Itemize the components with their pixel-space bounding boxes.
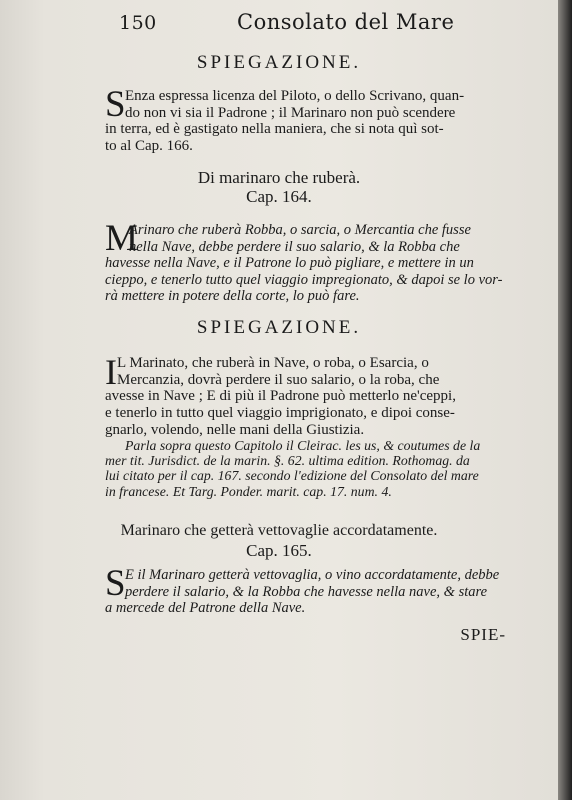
text-line: cieppo, e tenerlo tutto quel viaggio impregionato, & dapoi se lo vor- [105,271,503,288]
chapter-text [105,218,525,305]
drop-cap: M [105,218,138,259]
chapter-number: Cap. 164. [246,187,312,206]
text-line: Mercanzia, dovrà perdere il suo salario, o la roba, che [117,371,440,388]
note-line: mer tit. Jurisdict. de la marin. §. 62. ultima edition. Rothomag. da [105,453,470,469]
catchword: SPIE- [460,625,506,644]
chapter-title: Marinaro che getterà vettovaglie accordatamente. [120,522,438,539]
text-line: a mercede del Patrone della Nave. [105,600,306,617]
text-line: e tenerlo in tutto quel viaggio imprigionato, e dipoi conse- [105,405,455,422]
chapter-text [105,563,525,617]
note-line: lui citato per il cap. 167. secondo l'edizione del Consolato del mare [105,468,479,484]
page-header [119,10,518,36]
text-line: L Marinato, che ruberà in Nave, o roba, o Esarcia, o [117,355,429,371]
text-line: to al Cap. 166. [105,138,193,155]
drop-cap: S [105,84,126,125]
text-line: E il Marinaro getterà vettovaglia, o vino accordatamente, debbe [125,567,500,583]
section-heading: SPIEGAZIONE. [196,52,362,73]
chapter-number: Cap. 165. [246,541,312,560]
running-title: Consolato del Mare [237,10,455,34]
text-line: in terra, ed è gastigato nella maniera, che si nota quì sot- [105,121,444,138]
text-line: havesse nella Nave, e il Patrone lo può pigliare, e mettere in un [105,255,474,272]
note-line: Parla sopra questo Capitolo il Cleirac. les us, & coutumes de la [125,438,481,453]
section-heading: SPIEGAZIONE. [196,317,362,338]
explanation-paragraph [105,84,525,155]
chapter-title: Di marinaro che ruberà. [197,168,361,187]
text-line: avesse in Nave ; E di più il Padrone può metterlo ne'ceppi, [105,388,456,405]
note-paragraph [105,438,525,499]
text-line: Arinaro che ruberà Robba, o sarcia, o Mercantia che fusse [129,222,471,238]
explanation-paragraph [105,352,525,439]
page-number: 150 [119,12,157,34]
drop-cap: I [105,352,117,392]
text-line: gnarlo, volendo, nelle mani della Giustizia. [105,421,365,438]
text-line: Enza espressa licenza del Piloto, o dello Scrivano, quan- [125,88,465,104]
note-line: in francese. Et Targ. Ponder. marit. cap. 17. num. 4. [105,483,392,499]
text-line: do non vi sia il Padrone ; il Marinaro non può scendere [125,104,456,121]
drop-cap: S [105,563,126,604]
page-edge-shadow [558,0,572,800]
text-line: nella Nave, debbe perdere il suo salario, & la Robba che [129,238,460,255]
text-line: perdere il salario, & la Robba che havesse nella nave, & stare [125,583,488,600]
text-line: rà mettere in potere della corte, lo può fare. [105,288,360,305]
